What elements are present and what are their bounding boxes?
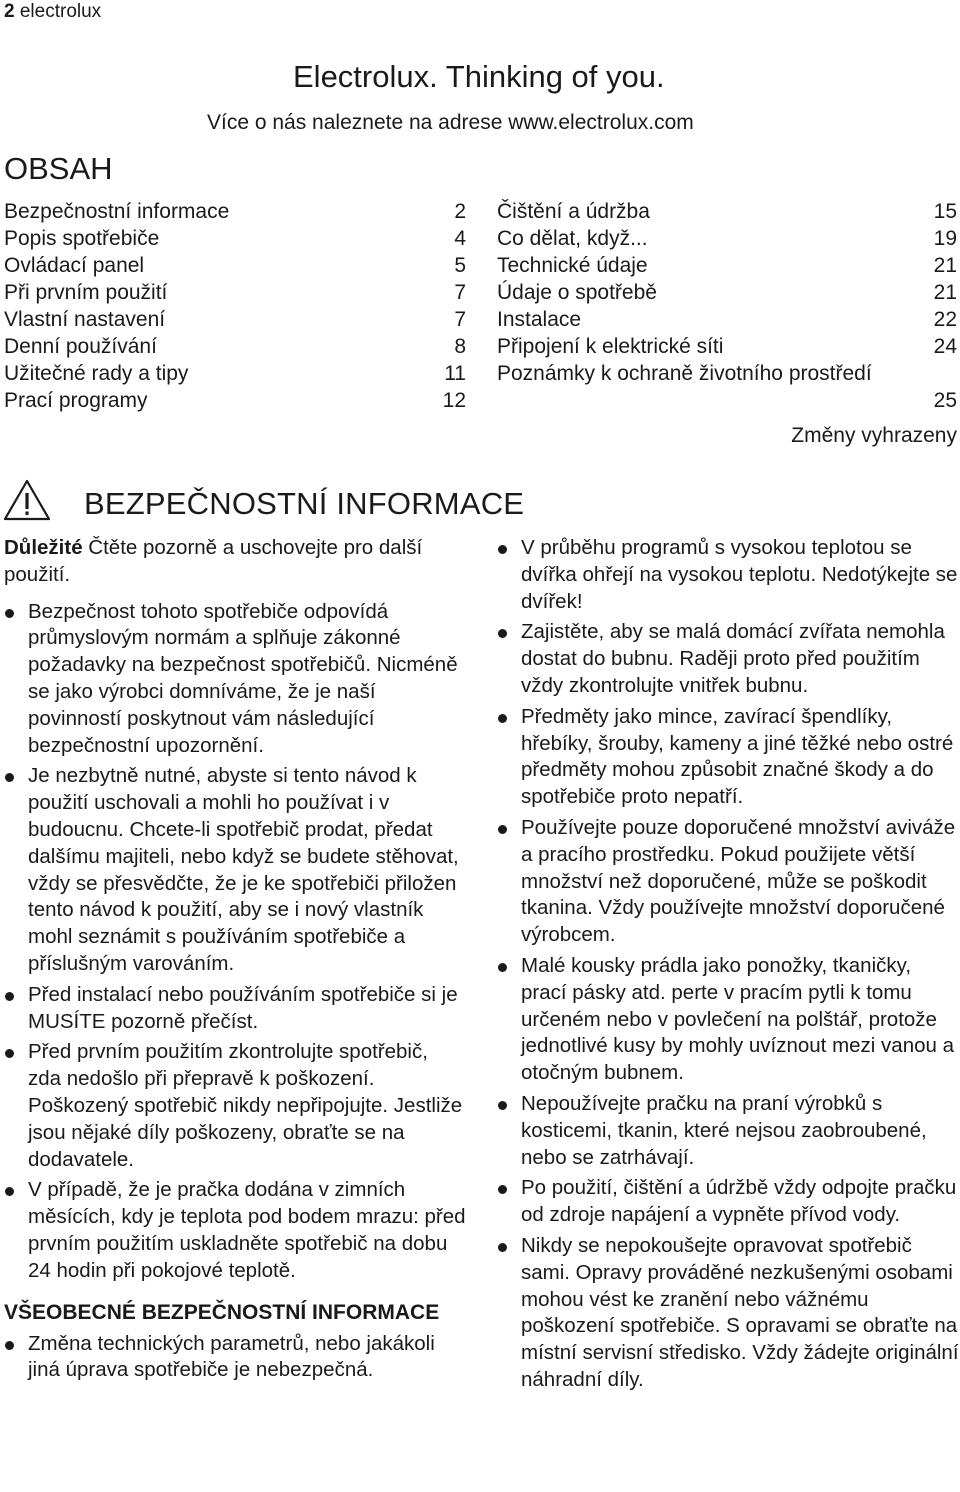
page-header [4, 0, 101, 24]
toc-entry-page: 15 [933, 200, 957, 223]
list-item: V případě, že je pračka dodána v zimních měsících, kdy je teplota pod bodem mrazu: před prvním použitím uskladněte spotřebič na dobu 24 hodin při pokojové teplotě. [4, 1177, 466, 1284]
right-column [497, 535, 959, 1398]
list-item: Bezpečnost tohoto spotřebiče odpovídá průmyslovým normám a splňuje zákonné požadavky na bezpečnost spotřebičů. Nicméně se jako výrobci domníváme, že je naší povinností poskytnout vám následující bezpečnostní upozornění. [4, 599, 466, 760]
general-heading: VŠEOBECNÉ BEZPEČNOSTNÍ INFORMACE [4, 1300, 440, 1324]
toc-entry-label: Poznámky k ochraně životního prostředí [497, 362, 872, 385]
toc-entry [497, 225, 957, 252]
toc-entry [4, 387, 466, 414]
toc-entry-label: Technické údaje [497, 254, 648, 277]
toc-right-column [497, 198, 957, 414]
section-title: BEZPEČNOSTNÍ INFORMACE [84, 486, 525, 521]
list-item: Předměty jako mince, zavírací špendlíky, hřebíky, šrouby, kameny a jiné těžké nebo ostré předměty mohou způsobit značné škody a do spotřebiče proto nepatří. [497, 704, 959, 811]
intro-bold: Důležité [4, 536, 83, 559]
toc-entry-label: Denní používání [4, 335, 157, 358]
list-item: Malé kousky prádla jako ponožky, tkaničky, prací pásky atd. perte v pracím pytli k tomu určeném nebo v povlečení na polštář, protože jednotlivé kusy by mohly uvíznout mezi vanou a otočným bubnem. [497, 953, 959, 1087]
toc-entry [4, 279, 466, 306]
slogan-subtitle: Více o nás naleznete na adrese www.electrolux.com [207, 111, 694, 134]
toc-left-column [4, 198, 466, 414]
toc-entry [4, 252, 466, 279]
toc-entry-label: Prací programy [4, 389, 148, 412]
toc-entry-label: Popis spotřebiče [4, 227, 160, 250]
toc-entry-label: Bezpečnostní informace [4, 200, 230, 223]
toc-entry-page: 22 [933, 308, 957, 331]
toc-last-page: 25 [933, 389, 957, 412]
list-item: Zajistěte, aby se malá domácí zvířata nemohla dostat do bubnu. Raději proto před použitím vždy zkontrolujte vnitřek bubnu. [497, 619, 959, 699]
toc-entry-page: 24 [933, 335, 957, 358]
toc-heading: OBSAH [4, 151, 113, 186]
left-bullet-list [4, 599, 466, 1285]
toc-entry [497, 306, 957, 333]
list-item: Nepoužívejte pračku na praní výrobků s kosticemi, tkanin, které nejsou zaobroubené, nebo se zatrhávají. [497, 1091, 959, 1171]
toc-entry-label: Připojení k elektrické síti [497, 335, 724, 358]
toc-entry-page: 8 [454, 335, 466, 358]
toc-entry-page: 4 [454, 227, 466, 250]
warning-triangle-icon [2, 478, 52, 522]
list-item: Před prvním použitím zkontrolujte spotřebič, zda nedošlo při přepravě k poškození. Poškozený spotřebič nikdy nepřipojujte. Jestliže jsou nějaké díly poškozeny, obraťte se na dodavatele. [4, 1039, 466, 1173]
toc-entry-page: 5 [454, 254, 466, 277]
toc-entry-page: 21 [933, 281, 957, 304]
list-item: V průběhu programů s vysokou teplotou se dvířka ohřejí na vysokou teplotu. Nedotýkejte se dvířek! [497, 535, 959, 615]
toc-entry [497, 333, 957, 360]
slogan-title: Electrolux. Thinking of you. [293, 59, 665, 94]
toc-entry-page: 12 [442, 389, 466, 412]
toc-entry-label: Vlastní nastavení [4, 308, 166, 331]
general-bullet-list [4, 1331, 466, 1385]
toc-entry-label: Co dělat, když... [497, 227, 648, 250]
toc-entry-label: Užitečné rady a tipy [4, 362, 189, 385]
toc-entry-page: 7 [454, 308, 466, 331]
toc-entry-page: 2 [454, 200, 466, 223]
toc-entry [4, 225, 466, 252]
toc-entry [4, 333, 466, 360]
toc-entry-page: 19 [933, 227, 957, 250]
intro-paragraph [4, 535, 466, 589]
toc-entry-label: Instalace [497, 308, 582, 331]
list-item: Nikdy se nepokoušejte opravovat spotřebič sami. Opravy prováděné nezkušenými osobami mohou vést ke zranění nebo vážnému poškození spotřebiče. S opravami se obraťte na místní servisní středisko. Vždy žádejte originální náhradní díly. [497, 1233, 959, 1394]
page-number: 2 [4, 1, 15, 22]
list-item: Před instalací nebo používáním spotřebiče si je MUSÍTE pozorně přečíst. [4, 982, 466, 1036]
brand-name: electrolux [19, 1, 102, 22]
changes-note: Změny vyhrazeny [791, 424, 957, 447]
toc-entry [4, 360, 466, 387]
toc-entry [4, 306, 466, 333]
toc-entry-label: Údaje o spotřebě [497, 281, 657, 304]
list-item: Je nezbytně nutné, abyste si tento návod k použití uschovali a mohli ho používat i v budoucnu. Chcete-li spotřebič prodat, předat dalšímu majiteli, nebo když se budete stěhovat, vždy se přesvědčte, že je ke spotřebiči přiložen tento návod k použití, aby se i nový vlastník mohl seznámit s používáním spotřebiče a příslušným varováním. [4, 763, 466, 977]
toc-entry [497, 360, 957, 387]
list-item: Po použití, čištění a údržbě vždy odpojte pračku od zdroje napájení a vypněte přívod vody. [497, 1175, 959, 1229]
right-bullet-list [497, 535, 959, 1394]
toc-entry-label: Ovládací panel [4, 254, 145, 277]
toc-entry-page: 21 [933, 254, 957, 277]
toc-entry-label: Čištění a údržba [497, 200, 650, 223]
list-item: Používejte pouze doporučené množství aviváže a pracího prostředku. Pokud použijete větší množství než doporučené, může se poškodit tkanina. Vždy používejte množství doporučené výrobcem. [497, 815, 959, 949]
left-column [4, 535, 466, 1388]
toc-entry [497, 252, 957, 279]
list-item: Změna technických parametrů, nebo jakákoli jiná úprava spotřebiče je nebezpečná. [4, 1331, 466, 1385]
toc-entry [497, 279, 957, 306]
toc-entry-page: 7 [454, 281, 466, 304]
toc-entry [4, 198, 466, 225]
toc-entry-page: 11 [444, 362, 466, 385]
toc-entry-label: Při prvním použití [4, 281, 168, 304]
toc-entry [497, 198, 957, 225]
intro-text: Čtěte pozorně a uschovejte pro další použití. [4, 536, 423, 586]
